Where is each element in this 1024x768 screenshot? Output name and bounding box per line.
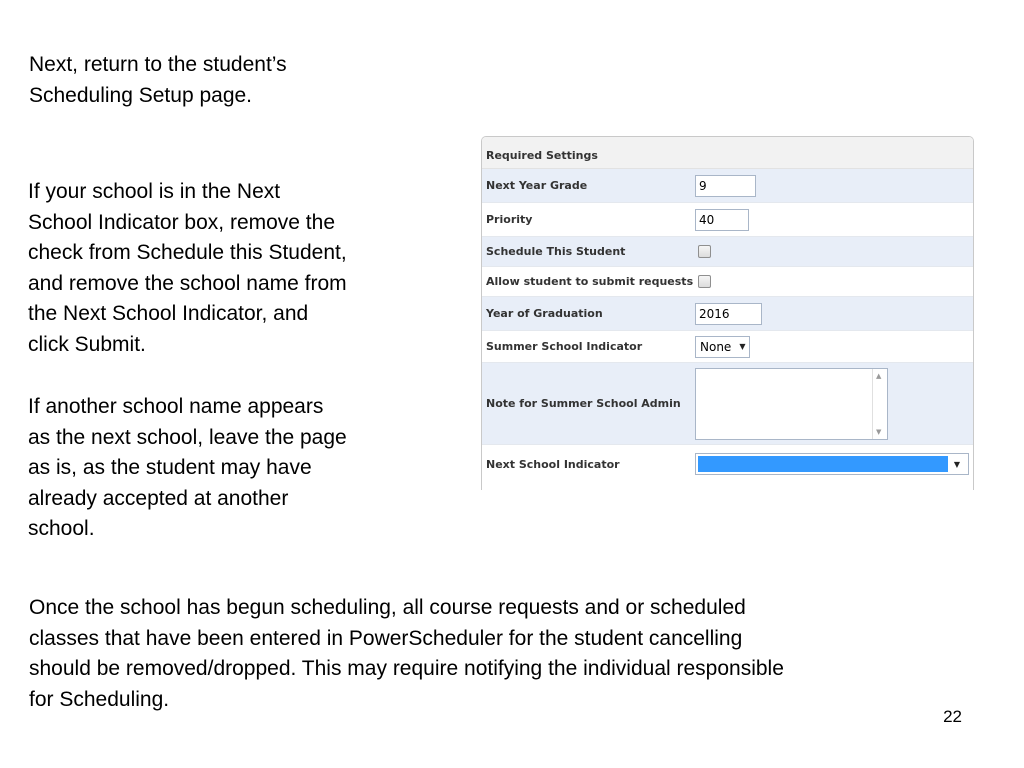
allow-requests-row	[482, 267, 973, 297]
summer-school-indicator-label: Summer School Indicator	[486, 340, 643, 353]
allow-requests-label: Allow student to submit requests	[486, 275, 694, 288]
year-of-graduation-row	[482, 297, 973, 331]
schedule-this-student-label: Schedule This Student	[486, 245, 626, 258]
required-settings-header: Required Settings	[482, 137, 973, 169]
next-school-indicator-selection	[698, 456, 948, 472]
summer-school-indicator-select[interactable]	[695, 336, 750, 358]
next-year-grade-input[interactable]	[695, 175, 756, 197]
next-year-grade-row	[482, 169, 973, 203]
allow-requests-checkbox[interactable]	[698, 275, 711, 288]
next-school-indicator-row	[482, 445, 973, 483]
priority-label: Priority	[486, 213, 533, 226]
intro-text: Next, return to the student’s Scheduling Setup page.	[29, 53, 287, 107]
textarea-scrollbar[interactable]	[872, 369, 887, 439]
note-text: If another school name appears as the next school, leave the page as is, as the student may have already accepted at another school.	[28, 395, 347, 540]
chevron-down-icon: ▼	[739, 342, 746, 351]
schedule-this-student-checkbox[interactable]	[698, 245, 711, 258]
priority-input[interactable]	[695, 209, 749, 231]
scroll-down-icon[interactable]: ▼	[876, 427, 882, 436]
chevron-down-icon: ▼	[953, 459, 961, 469]
year-of-graduation-input[interactable]	[695, 303, 762, 325]
note-summer-admin-row	[482, 363, 973, 445]
summer-school-indicator-row	[482, 331, 973, 363]
next-school-indicator-label: Next School Indicator	[486, 457, 620, 471]
priority-row	[482, 203, 973, 237]
note-summer-admin-label: Note for Summer School Admin	[486, 397, 681, 410]
schedule-this-student-row	[482, 237, 973, 267]
year-of-graduation-label: Year of Graduation	[486, 307, 603, 320]
page-number: 22	[943, 707, 962, 726]
scheduling-setup-panel	[481, 136, 974, 490]
next-school-indicator-select[interactable]	[695, 453, 969, 475]
next-year-grade-label: Next Year Grade	[486, 179, 588, 192]
bottom-text: Once the school has begun scheduling, all course requests and or scheduled classes that have been entered in PowerScheduler for the student cancelling should be removed/dropped. This may require notifying the individual responsible for Scheduling.	[29, 596, 784, 711]
scroll-up-icon[interactable]: ▲	[876, 371, 882, 380]
summer-school-indicator-value: None	[700, 339, 732, 354]
instruction-text: If your school is in the Next School Indicator box, remove the check from Schedule this Student, and remove the school name from the Next School Indicator, and click Submit.	[28, 180, 347, 356]
note-summer-admin-textarea[interactable]	[695, 368, 888, 440]
